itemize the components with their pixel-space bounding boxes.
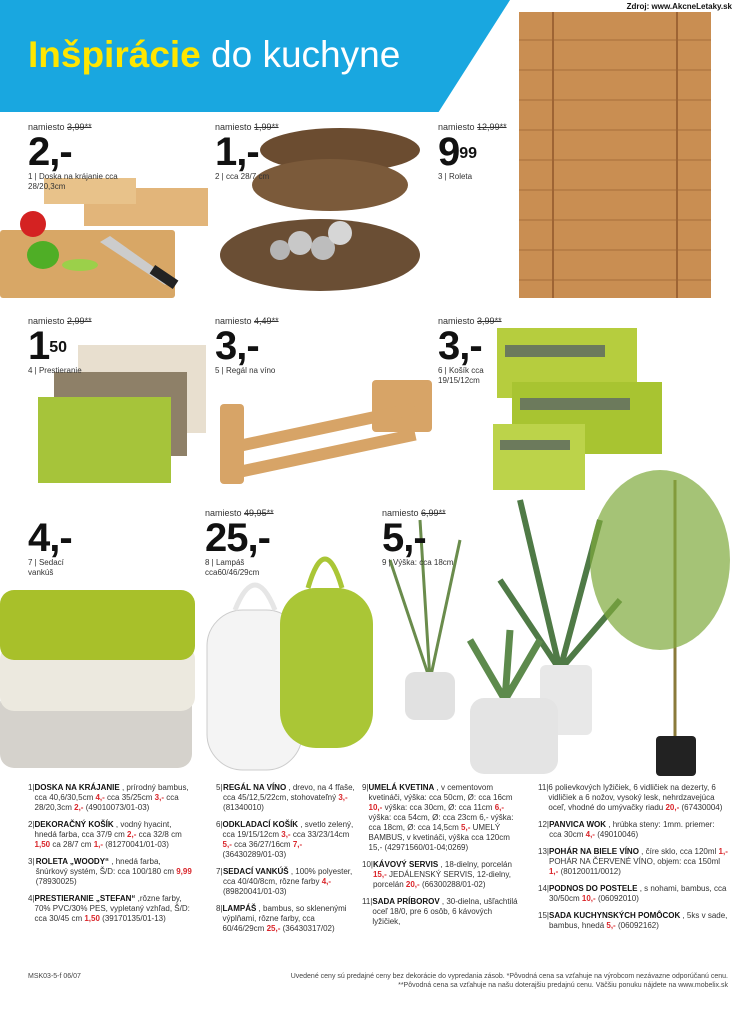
product-1 bbox=[28, 122, 123, 192]
cutting-board-image bbox=[0, 178, 208, 298]
legend-item bbox=[362, 783, 522, 853]
legend-number: 15| bbox=[538, 911, 549, 920]
legend-text: PANVICA WOK , hrúbka steny: 1mm. priemer: cca 30cm 4,- (49010046) bbox=[549, 820, 715, 839]
legend-column-2 bbox=[216, 783, 356, 941]
legend-text: SEDACÍ VANKÚŠ , 100% polyester, cca 40/40/8cm, rôzne farby 4,- (89820041/01-03) bbox=[222, 867, 353, 896]
legend-number: 2| bbox=[28, 820, 35, 829]
was-price: namiesto 12,99** bbox=[438, 122, 507, 132]
price: 5,- bbox=[382, 516, 426, 560]
product-7 bbox=[28, 518, 88, 578]
legend-text: REGÁL NA VÍNO , drevo, na 4 fľaše, cca 45/12,5/22cm, stohovateľný 3,- (81340010) bbox=[223, 783, 355, 812]
title-bold: Inšpirácie bbox=[28, 34, 201, 75]
price: 3,- bbox=[215, 324, 259, 368]
was-price: namiesto 2,99** bbox=[28, 316, 92, 326]
legend-item bbox=[362, 860, 522, 890]
product-desc: 8 | Lampáš cca60/46/29cm bbox=[205, 558, 260, 577]
legend-text: POHÁR NA BIELE VÍNO , číre sklo, cca 120ml 1,- POHÁR NA ČERVENÉ VÍNO, objem: cca 150ml 1,- (80120011/0012) bbox=[548, 847, 728, 876]
legend-number: 3| bbox=[28, 857, 35, 866]
legend-item bbox=[216, 867, 356, 897]
legend-text: UMELÁ KVETINA , v cementovom kvetináči, výška: cca 50cm, Ø: cca 16cm 10,- výška: cca 30cm, Ø: cca 11cm 6,- výška: cca 54cm, Ø: cca 23cm 6,- výška: cca 18cm, Ø: cca 14,5cm 5,- UMELÝ BAMBUS, v kvetináči, výška cca 120cm 15,- (42971560/01-04;0269) bbox=[368, 783, 514, 852]
legend-number: 4| bbox=[28, 894, 35, 903]
product-desc: 9 | Výška: cca 18cm bbox=[382, 558, 454, 567]
legend-column-1 bbox=[28, 783, 193, 931]
legend-number: 5| bbox=[216, 783, 223, 792]
legend-text: SADA KUCHYNSKÝCH POMÔCOK , 5ks v sade, bambus, hnedá 5,- (06092162) bbox=[548, 911, 728, 930]
legend-column-4 bbox=[538, 783, 728, 938]
product-desc: 7 | Sedací vankúš bbox=[28, 558, 64, 577]
legend-item bbox=[216, 820, 356, 860]
product-desc: 4 | Prestieranie bbox=[28, 366, 82, 375]
legend-item bbox=[538, 847, 728, 877]
legend-text: ODKLADACÍ KOŠÍK , svetlo zelený, cca 19/15/12cm 3,- cca 33/23/14cm 5,- cca 36/27/16cm 7,- (36430289/01-03) bbox=[222, 820, 354, 859]
lanterns-image bbox=[207, 559, 373, 770]
legend-item bbox=[28, 783, 193, 813]
baskets-image bbox=[493, 328, 662, 490]
product-desc: 6 | Košík cca 19/15/12cm bbox=[438, 366, 484, 385]
legend-item bbox=[28, 894, 193, 924]
was-price: namiesto 3,99** bbox=[28, 122, 92, 132]
legend-number: 9| bbox=[362, 783, 369, 792]
product-6 bbox=[438, 316, 508, 386]
product-9 bbox=[382, 508, 453, 568]
legend-number: 14| bbox=[538, 884, 549, 893]
product-desc: 2 | cca 28/7 cm bbox=[215, 172, 270, 181]
price: 1,- bbox=[215, 130, 259, 174]
product-8 bbox=[205, 508, 285, 578]
was-price: namiesto 6,99** bbox=[382, 508, 446, 518]
product-desc: 1 | Doska na krájanie cca 28/20,3cm bbox=[28, 172, 118, 191]
legend-column-3 bbox=[362, 783, 522, 934]
legend-text: DEKORAČNÝ KOŠÍK , vodný hyacint, hnedá farba, cca 37/9 cm 2,- cca 32/8 cm 1,50 ca 28/7 cm 1,- (81270041/01-03) bbox=[34, 820, 182, 849]
legend-text: PODNOS DO POSTELE , s nohami, bambus, cca 30/50cm 10,- (06092010) bbox=[548, 884, 727, 903]
legend-text: ROLETA „WOODY“ , hnedá farba, šnúrkový systém, Š/D: cca 100/180 cm 9,99 (78930025) bbox=[35, 857, 192, 886]
legend-item bbox=[216, 904, 356, 934]
legend-text: LAMPÁŠ , bambus, so sklenenými výplňami, rôzne farby, cca 60/46/29cm 25,- (36430317/02) bbox=[222, 904, 347, 933]
price: 25,- bbox=[205, 516, 270, 560]
legend-text: KÁVOVÝ SERVIS , 18-dielny, porcelán 15,- JEDÁLENSKÝ SERVIS, 12-dielny, porcelán 20,- (66300288/01-02) bbox=[372, 860, 512, 889]
was-price: namiesto 1,99** bbox=[215, 122, 279, 132]
wine-rack-image bbox=[220, 380, 432, 484]
footer-note: Uvedené ceny sú predajné ceny bez dekorácie do vypredania zásob. *Pôvodná cena sa vzťahuje na výrobcom nezávazne odporúčanú cenu. **Pôvodná cena sa vzťahuje na našu doterajšiu predajnú cenu. Väčšiu ponuku nájdete na www.mobelix.sk bbox=[290, 973, 728, 989]
legend-text: PRESTIERANIE „STEFAN“ ,rôzne farby, 70% PVC/30% PES, vypletaný vzhľad, Š/D: cca 30/45 cm 1,50 (39170135/01-13) bbox=[34, 894, 190, 923]
price: $1^{50}$ bbox=[28, 324, 68, 368]
legend-item bbox=[538, 820, 728, 840]
title-rest: do kuchyne bbox=[211, 34, 401, 75]
price: $9^{99}$ bbox=[438, 130, 478, 174]
was-price: namiesto 49,95** bbox=[205, 508, 274, 518]
legend-text: DOSKA NA KRÁJANIE , prírodný bambus, cca 40,6/30,5cm 4,- cca 35/25cm 3,- cca 28/20,3cm 2,- (49010073/01-03) bbox=[34, 783, 189, 812]
legend-number: 10| bbox=[362, 860, 373, 869]
legend-item bbox=[216, 783, 356, 813]
legend-item bbox=[538, 884, 728, 904]
legend-number: 1| bbox=[28, 783, 35, 792]
legend-number: 11| bbox=[538, 783, 549, 792]
legend-item bbox=[362, 897, 522, 927]
legend-number: 6| bbox=[216, 820, 223, 829]
cushions-image bbox=[0, 590, 195, 768]
was-price: namiesto 4,49** bbox=[215, 316, 279, 326]
legend-number: 12| bbox=[538, 820, 549, 829]
footer-code: MSK03-5-f 06/07 bbox=[28, 973, 81, 980]
product-5 bbox=[215, 316, 279, 376]
product-desc: 5 | Regál na víno bbox=[215, 366, 276, 375]
legend-item bbox=[28, 857, 193, 887]
product-3 bbox=[438, 122, 507, 182]
legend-number: 8| bbox=[216, 904, 223, 913]
bamboo-blind-image bbox=[519, 12, 711, 298]
legend-item bbox=[28, 820, 193, 850]
product-4 bbox=[28, 316, 92, 376]
legend-text: 6 polievkových lyžičiek, 6 vidličiek na dezerty, 6 vidličiek a 6 nožov, vysoký lesk, nehrdzavejúca oceľ, vhodné do umývačky riadu 20,- (67430004) bbox=[548, 783, 723, 812]
legend-number: 11| bbox=[362, 897, 373, 906]
source-label: Zdroj: www.AkcneLetaky.sk bbox=[626, 2, 732, 11]
price: 3,- bbox=[438, 324, 482, 368]
legend-text: SADA PRÍBOROV , 30-dielna, ušľachtilá oceľ 18/0, pre 6 osôb, 6 kávových lyžičiek, bbox=[372, 897, 518, 926]
product-desc: 3 | Roleta bbox=[438, 172, 473, 181]
legend-item bbox=[538, 911, 728, 931]
legend-number: 13| bbox=[538, 847, 549, 856]
legend-number: 7| bbox=[216, 867, 223, 876]
price: 2,- bbox=[28, 130, 72, 174]
was-price: namiesto 3,99** bbox=[438, 316, 502, 326]
product-2 bbox=[215, 122, 279, 182]
price: 4,- bbox=[28, 516, 72, 560]
legend-item bbox=[538, 783, 728, 813]
